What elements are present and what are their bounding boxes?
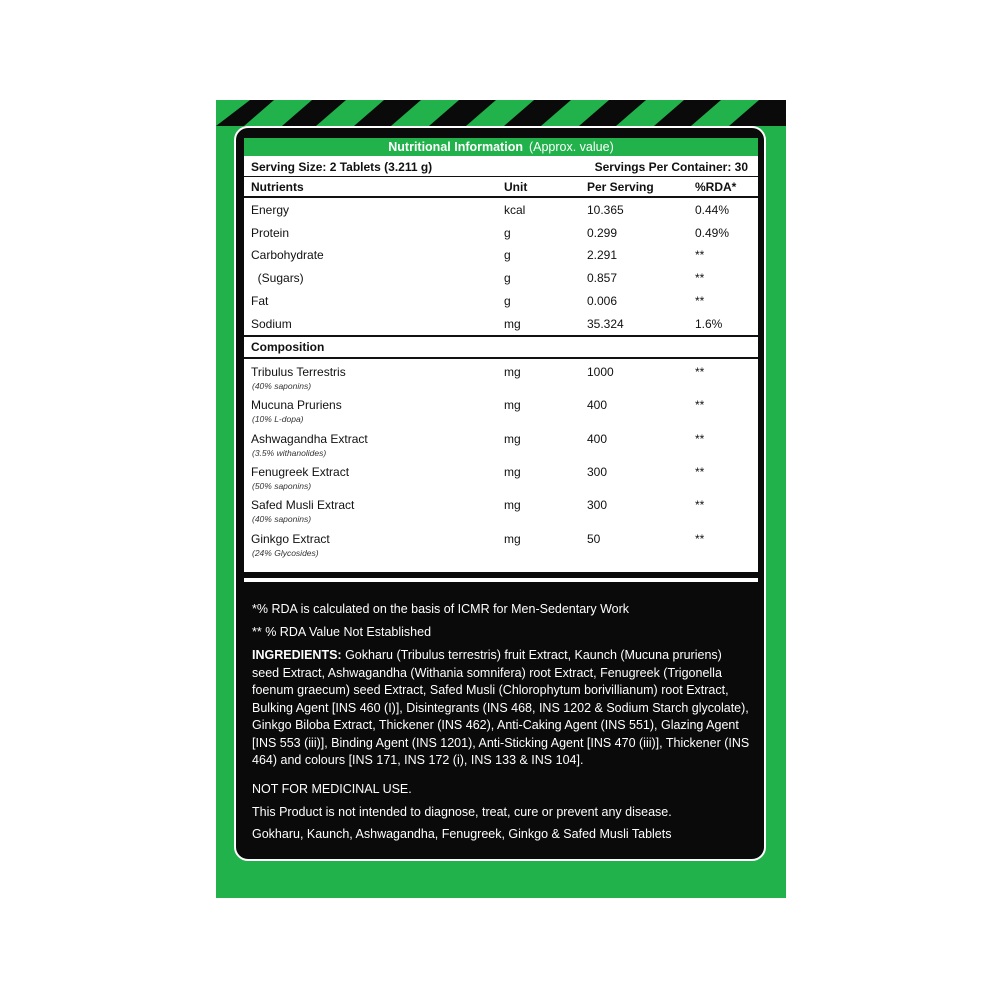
ingredient-note: (3.5% withanolides) [252,448,327,458]
nutrient-name: Protein [251,226,290,240]
col-per-serving: Per Serving [587,180,654,194]
product-label-panel [216,100,786,898]
disclaimer: This Product is not intended to diagnose, treat, cure or prevent any disease. [252,805,672,819]
nutrient-value: 0.006 [587,294,618,308]
divider [244,335,758,337]
ingredients-label: INGREDIENTS: [252,648,342,662]
nutrient-unit: mg [504,317,521,331]
nutrient-rda: 0.44% [695,203,730,217]
ingredient-name: Ashwagandha Extract [251,432,368,446]
nutrient-name: (Sugars) [251,271,304,285]
nutrient-unit: g [504,271,511,285]
ingredient-value: 50 [587,532,601,546]
ingredient-unit: mg [504,498,521,512]
ingredient-value: 1000 [587,365,614,379]
ingredient-value: 400 [587,398,608,412]
ingredient-name: Safed Musli Extract [251,498,355,512]
nutrient-unit: kcal [504,203,526,217]
nutrient-unit: g [504,226,511,240]
ingredient-name: Ginkgo Extract [251,532,330,546]
ingredient-note: (50% saponins) [252,481,312,491]
nutrition-table [244,138,758,572]
ingredient-rda: ** [695,365,705,379]
ingredient-rda: ** [695,532,705,546]
ingredient-name: Fenugreek Extract [251,465,350,479]
nutrient-name: Energy [251,203,290,217]
serving-row [244,160,758,174]
footer-rule [244,578,758,582]
nutrient-name: Carbohydrate [251,248,324,262]
nutrient-unit: g [504,248,511,262]
nutrient-rda: 1.6% [695,317,723,331]
divider [244,357,758,359]
nutrient-value: 10.365 [587,203,624,217]
nutrient-value: 2.291 [587,248,618,262]
divider [244,196,758,198]
ingredient-value: 400 [587,432,608,446]
nutrient-rda: ** [695,248,705,262]
table-title: Nutritional Information [388,140,523,154]
nutrient-name: Sodium [251,317,292,331]
column-header-row [244,180,758,194]
nutrient-rda: ** [695,271,705,285]
col-unit: Unit [504,180,528,194]
ingredient-note: (40% saponins) [252,381,312,391]
nutrient-name: Fat [251,294,269,308]
ingredient-note: (40% saponins) [252,514,312,524]
table-title-bar [244,138,758,156]
product-name: Gokharu, Kaunch, Ashwagandha, Fenugreek, Ginkgo & Safed Musli Tablets [252,827,672,841]
ingredient-name: Mucuna Pruriens [251,398,342,412]
col-nutrients: Nutrients [251,180,304,194]
ingredient-value: 300 [587,498,608,512]
nutrient-unit: g [504,294,511,308]
ingredient-rda: ** [695,432,705,446]
rda-note-1: *% RDA is calculated on the basis of ICMR for Men-Sedentary Work [252,602,630,616]
ingredient-note: (24% Glycosides) [252,548,319,558]
ingredients-paragraph [252,647,752,770]
ingredient-rda: ** [695,465,705,479]
nutrient-value: 0.857 [587,271,618,285]
composition-header: Composition [251,340,325,354]
ingredient-rda: ** [695,398,705,412]
table-title-note: (Approx. value) [528,140,614,154]
nutrient-value: 0.299 [587,226,618,240]
ingredient-note: (10% L-dopa) [252,414,304,424]
ingredient-rda: ** [695,498,705,512]
divider [244,176,758,177]
nutrient-value: 35.324 [587,317,624,331]
ingredient-unit: mg [504,465,521,479]
ingredient-unit: mg [504,398,521,412]
rda-note-2: ** % RDA Value Not Established [252,625,432,639]
ingredient-unit: mg [504,432,521,446]
nutrient-rda: 0.49% [695,226,730,240]
ingredient-unit: mg [504,365,521,379]
ingredient-name: Tribulus Terrestris [251,365,346,379]
servings-per-container: Servings Per Container: 30 [594,160,748,174]
nutrient-rda: ** [695,294,705,308]
not-medicinal-note: NOT FOR MEDICINAL USE. [252,782,412,796]
serving-size: Serving Size: 2 Tablets (3.211 g) [251,160,433,174]
ingredients-text: Gokharu (Tribulus terrestris) fruit Extract, Kaunch (Mucuna pruriens) seed Extract, Ashwagandha (Withania somnifera) root Extract, Fenugreek (Trigonella foenum graecum) seed Extract, Safed Musli (Chlorophytum borivillianum) root Extract, Bulking Agent [INS 460 (I)], Disintegrants (INS 468, INS 1202 & Sodium Starch glycolate), Ginkgo Biloba Extract, Thickener (INS 462), Anti-Caking Agent (INS 551), Glazing Agent [INS 553 (iii)], Binding Agent (INS 1201), Anti-Sticking Agent [INS 470 (iii)], Thickener (INS 464) and colours [INS 171, INS 172 (i), INS 133 & INS 104]. [252,648,750,767]
ingredient-value: 300 [587,465,608,479]
col-rda: %RDA* [695,180,737,194]
ingredient-unit: mg [504,532,521,546]
